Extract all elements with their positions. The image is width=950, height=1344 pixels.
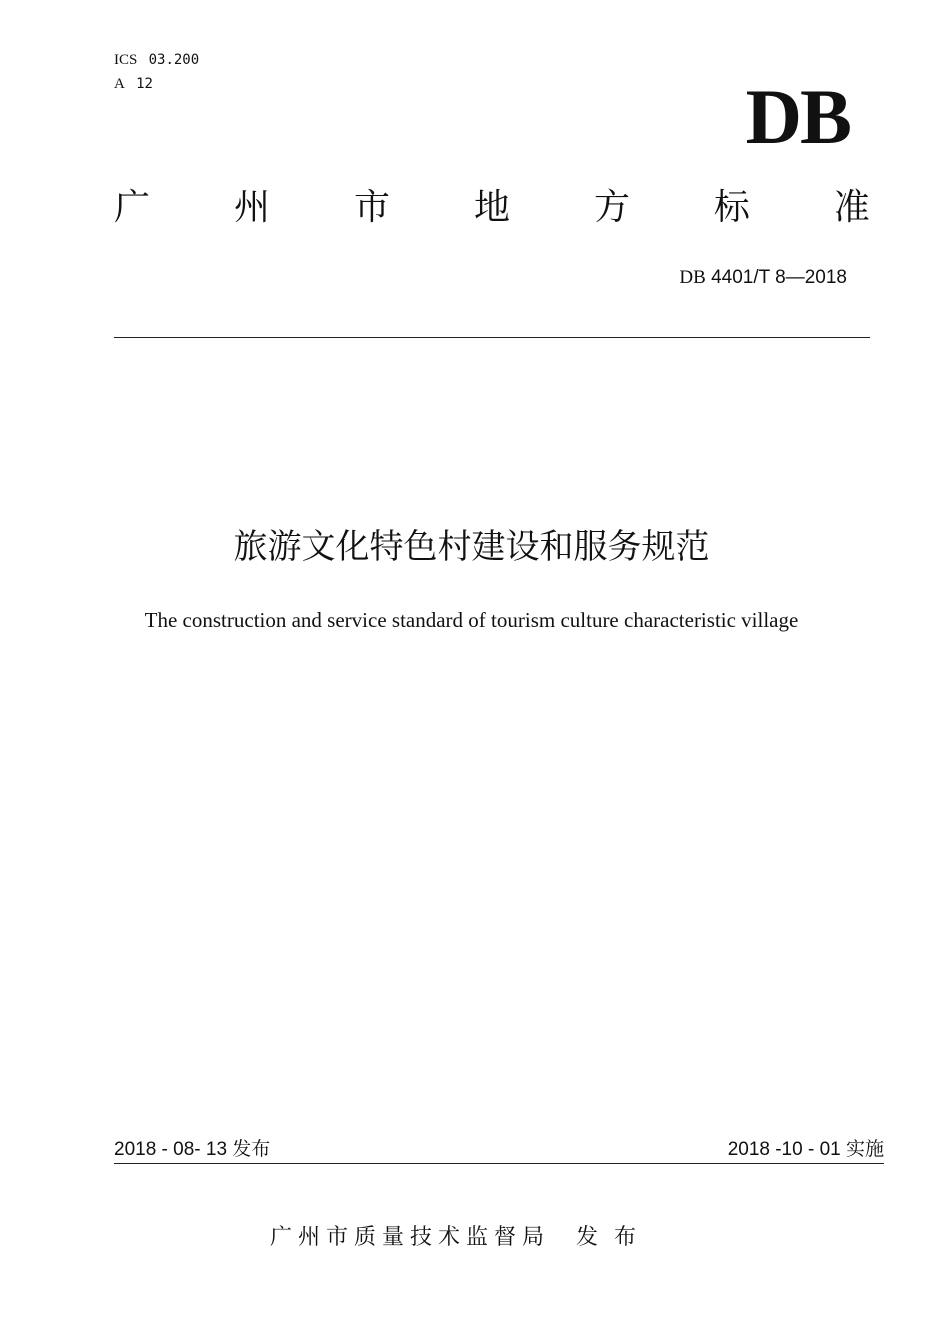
standard-name-char: 方 xyxy=(593,187,630,228)
standard-name-char: 地 xyxy=(473,187,510,228)
top-divider xyxy=(114,337,870,338)
standard-number-value: 4401/T 8—2018 xyxy=(711,267,847,288)
class-line xyxy=(114,72,199,96)
publisher-line xyxy=(270,1222,652,1254)
class-label: A xyxy=(114,76,125,92)
title-english: The construction and service standard of tourism culture characteristic village xyxy=(144,608,799,632)
class-code: 12 xyxy=(136,76,153,92)
standard-number-prefix: DB xyxy=(679,267,706,288)
ics-line xyxy=(114,48,199,72)
standard-name-char: 准 xyxy=(833,187,870,228)
standard-name xyxy=(114,186,870,230)
publish-action: 发布 xyxy=(576,1225,653,1250)
bottom-divider xyxy=(114,1163,884,1164)
effective-date: 2018 -10 - 01 实施 xyxy=(727,1139,884,1160)
classification-block xyxy=(114,48,199,96)
title-chinese: 旅游文化特色村建设和服务规范 xyxy=(233,527,710,567)
standard-name-char: 市 xyxy=(353,187,390,228)
issue-date: 2018 - 08- 13 发布 xyxy=(114,1139,271,1160)
ics-label: ICS xyxy=(114,52,138,68)
dates-row xyxy=(114,1137,884,1163)
publisher-name: 广州市质量技术监督局 xyxy=(270,1225,551,1250)
standard-name-char: 标 xyxy=(713,187,750,228)
ics-code: 03.200 xyxy=(148,52,200,68)
db-logo: DB xyxy=(745,73,850,160)
standard-name-char: 广 xyxy=(114,187,151,228)
standard-name-char: 州 xyxy=(233,187,270,228)
standard-number xyxy=(679,267,847,289)
